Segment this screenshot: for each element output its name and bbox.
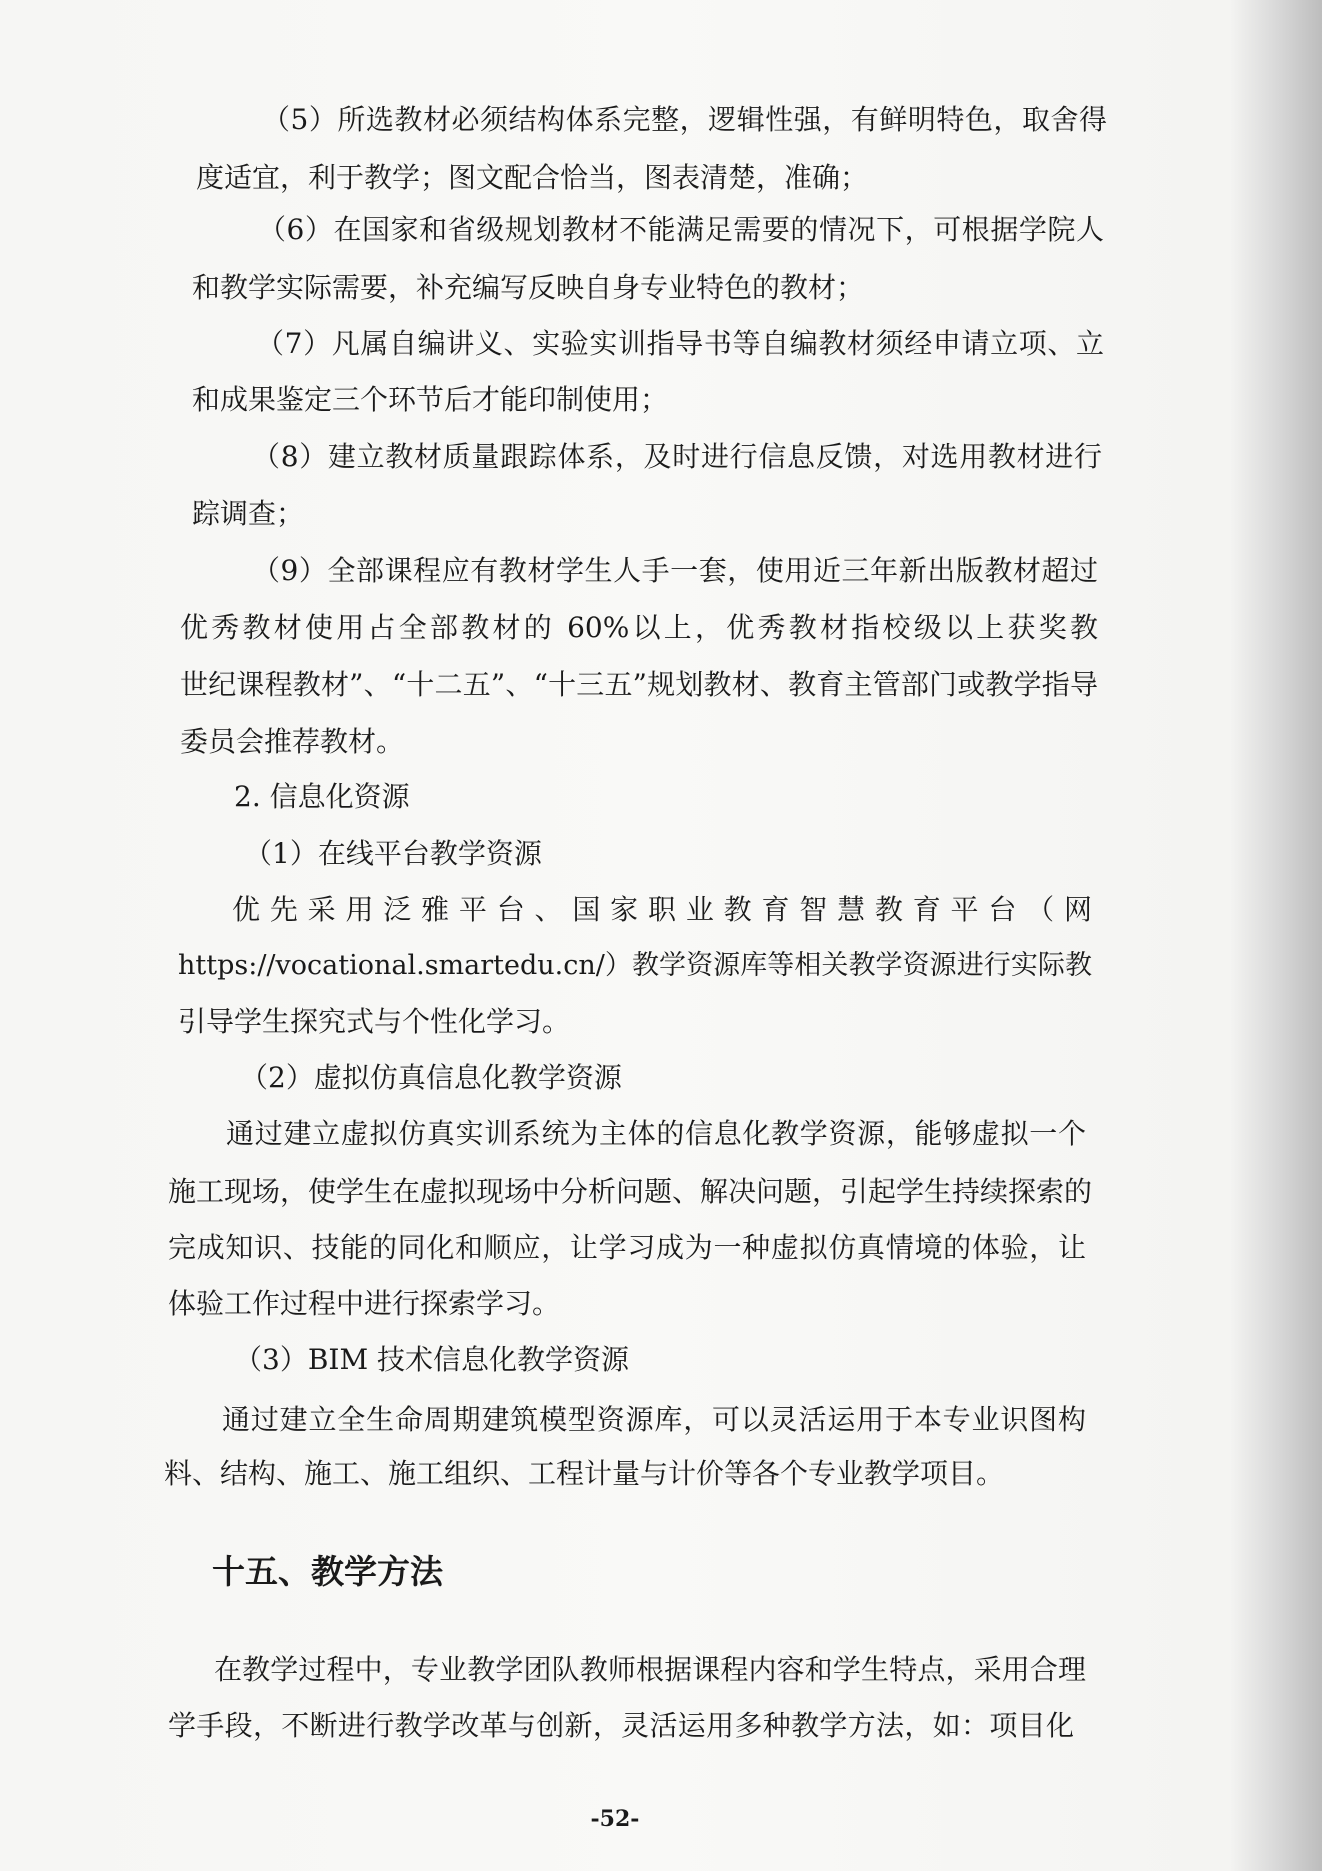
section-subheading: （3）BIM 技术信息化教学资源	[234, 1343, 630, 1376]
section-subheading: 2. 信息化资源	[234, 780, 410, 813]
text-line: （5）所选教材必须结构体系完整，逻辑性强，有鲜明特色，取舍得	[262, 103, 1107, 136]
text-line: （7）凡属自编讲义、实验实训指导书等自编教材须经申请立项、立	[256, 327, 1104, 360]
text-line: 通过建立全生命周期建筑模型资源库，可以灵活运用于本专业识图构	[222, 1403, 1086, 1436]
text-line: 体验工作过程中进行探索学习。	[168, 1287, 561, 1320]
text-line: 施工现场，使学生在虚拟现场中分析问题、解决问题，引起学生持续探索的	[168, 1175, 1092, 1208]
text-line: 引导学生探究式与个性化学习。	[178, 1005, 571, 1038]
section-heading: 十五、教学方法	[212, 1552, 443, 1591]
text-line: 和成果鉴定三个环节后才能印制使用；	[192, 383, 669, 416]
text-line: （6）在国家和省级规划教材不能满足需要的情况下，可根据学院人	[258, 213, 1104, 246]
text-line: 度适宜，利于教学；图文配合恰当，图表清楚，准确；	[196, 161, 869, 194]
text-line: 完成知识、技能的同化和顺应，让学习成为一种虚拟仿真情境的体验，让	[168, 1231, 1086, 1264]
section-subheading: （2）虚拟仿真信息化教学资源	[240, 1061, 622, 1094]
text-line: https://vocational.smartedu.cn/）教学资源库等相关教学资源进行实际教	[178, 950, 1092, 981]
text-line: 世纪课程教材”、“十二五”、“十三五”规划教材、教育主管部门或教学指导	[180, 668, 1098, 701]
text-line: 委员会推荐教材。	[180, 725, 405, 758]
text-line: 优秀教材使用占全部教材的 60%以上，优秀教材指校级以上获奖教	[180, 611, 1098, 644]
text-line: 在教学过程中，专业教学团队教师根据课程内容和学生特点，采用合理	[214, 1653, 1086, 1686]
text-line: （9）全部课程应有教材学生人手一套，使用近三年新出版教材超过	[252, 554, 1098, 587]
text-line: 通过建立虚拟仿真实训系统为主体的信息化教学资源，能够虚拟一个	[226, 1117, 1086, 1150]
page-number: -52-	[590, 1806, 640, 1832]
text-line: 优 先 采 用 泛 雅 平 台 、 国 家 职 业 教 育 智 慧 教 育 平 台 （ 网	[232, 893, 1092, 926]
text-line: （8）建立教材质量跟踪体系，及时进行信息反馈，对选用教材进行	[252, 440, 1102, 473]
text-line: 料、结构、施工、施工组织、工程计量与计价等各个专业教学项目。	[164, 1457, 1005, 1490]
text-line: 踪调查；	[192, 497, 305, 530]
text-line: 学手段，不断进行教学改革与创新，灵活运用多种教学方法，如：项目化	[168, 1709, 1074, 1742]
text-line: 和教学实际需要，补充编写反映自身专业特色的教材；	[192, 271, 865, 304]
section-subheading: （1）在线平台教学资源	[244, 837, 542, 870]
